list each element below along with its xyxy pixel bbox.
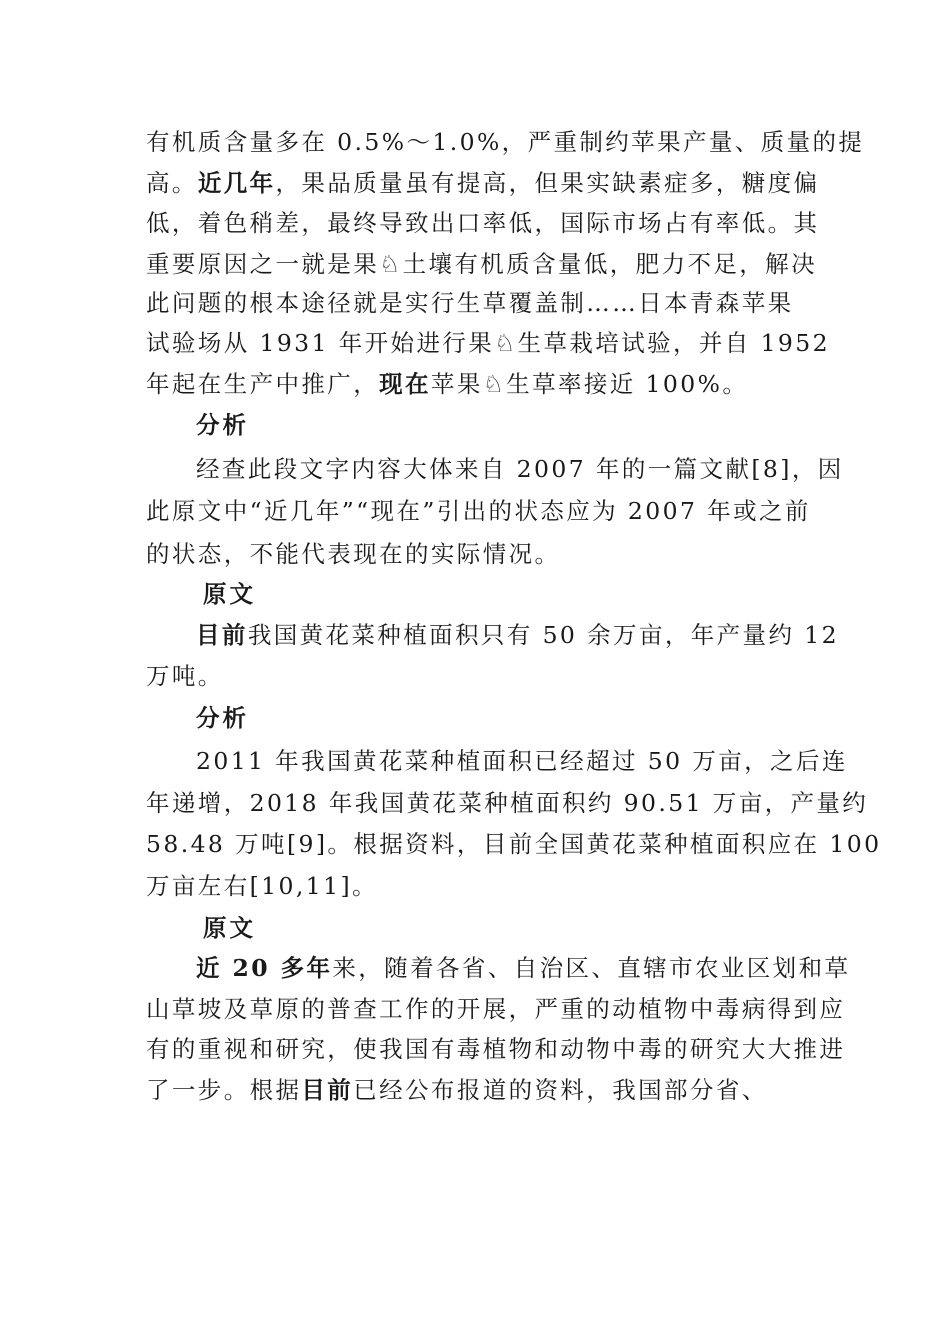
text-line [146, 249, 817, 279]
section-heading-analysis: 分析 [196, 411, 249, 439]
text-line [146, 328, 830, 358]
text-span: 2011 年我国黄花菜种植面积已经超过 50 万亩，之后连 [196, 747, 848, 775]
text-line [146, 661, 224, 691]
text-span: 已经公布报道的资料，我国部分省、 [353, 1076, 768, 1104]
text-line [146, 208, 819, 238]
highlight-phrase: 现在 [379, 370, 431, 398]
text-span: 来，随着各省、自治区、直辖市农业区划和草 [332, 954, 851, 982]
text-span: 有机质含量多在 0.5%～1.0%，严重制约苹果产量、质量的提 [146, 128, 865, 156]
text-line [146, 829, 881, 859]
text-span: 年递增，2018 年我国黄花菜种植面积约 90.51 万亩，产量约 [146, 789, 869, 817]
highlight-phrase: 目前 [196, 621, 248, 649]
text-line [146, 1034, 845, 1064]
text-line [196, 454, 844, 484]
text-span: 山草坡及草原的普查工作的开展，严重的动植物中毒病得到应 [146, 995, 846, 1023]
text-span: 此原文中“近几年”“现在”引出的状态应为 2007 年或之前 [146, 497, 811, 525]
text-line [146, 994, 845, 1024]
text-span: 试验场从 1931 年开始进行果♘生草栽培试验，并自 1952 [146, 329, 830, 357]
text-span: 万吨。 [146, 662, 224, 690]
text-line [146, 168, 819, 198]
text-span: 苹果♘生草率接近 100%。 [430, 370, 749, 398]
highlight-phrase: 近几年 [197, 169, 276, 197]
text-line [146, 127, 864, 157]
text-line [146, 1075, 768, 1105]
text-span: 我国黄花菜种植面积只有 50 余万亩，年产量约 12 [247, 621, 839, 649]
text-span: 低，着色稍差，最终导致出口率低，国际市场占有率低。其 [146, 209, 820, 237]
text-line [146, 871, 378, 901]
text-line [146, 369, 748, 399]
highlight-phrase: 近 20 多年 [196, 954, 333, 982]
text-span: 此问题的根本途径就是实行生草覆盖制……日本青森苹果 [146, 289, 794, 317]
text-span: 高。 [146, 169, 198, 197]
text-span: 58.48 万吨[9]。根据资料，目前全国黄花菜种植面积应在 100 [146, 830, 882, 858]
section-heading-original: 原文 [203, 914, 256, 942]
text-line [146, 496, 811, 526]
text-line [146, 288, 794, 318]
text-line [196, 746, 848, 776]
text-span: 经查此段文字内容大体来自 2007 年的一篇文献[8]，因 [196, 455, 844, 483]
text-span: 万亩左右[10,11]。 [146, 872, 378, 900]
text-line [196, 953, 850, 983]
text-span: 了一步。根据 [146, 1076, 302, 1104]
section-heading-analysis: 分析 [196, 704, 249, 732]
text-line [146, 539, 560, 569]
text-span: 年起在生产中推广， [146, 370, 380, 398]
section-heading-original: 原文 [203, 580, 256, 608]
text-span: 的状态，不能代表现在的实际情况。 [146, 540, 561, 568]
text-span: 有的重视和研究，使我国有毒植物和动物中毒的研究大大推进 [146, 1035, 846, 1063]
text-line [196, 620, 839, 650]
text-span: 重要原因之一就是果♘土壤有机质含量低，肥力不足，解决 [146, 250, 817, 278]
text-line [146, 788, 868, 818]
highlight-phrase: 目前 [301, 1076, 354, 1104]
text-span: ，果品质量虽有提高，但果实缺素症多，糖度偏 [275, 169, 820, 197]
